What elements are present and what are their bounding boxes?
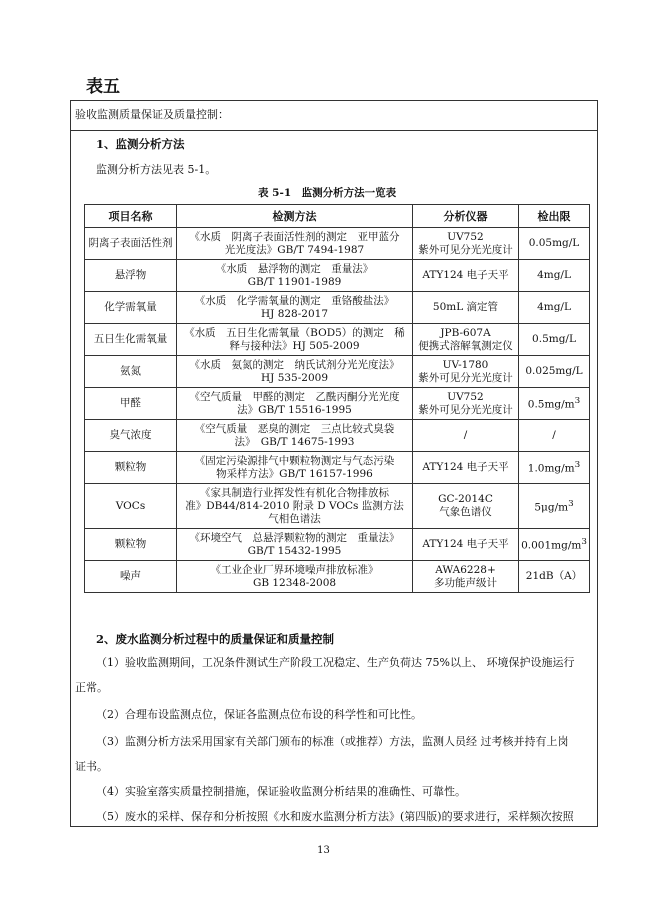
methods-table	[84, 204, 590, 593]
item-cell: 五日生化需氧量	[85, 324, 177, 356]
table-header-row	[85, 205, 590, 228]
paragraph-3-line-2: 证书。	[75, 760, 108, 773]
column-header: 分析仪器	[413, 205, 519, 228]
item-cell: 臭气浓度	[85, 420, 177, 452]
limit-cell: 4mg/L	[519, 260, 590, 292]
limit-cell: $0.5mg/m^3$	[519, 388, 590, 420]
method-cell: 《水质 化学需氧量的测定 重铬酸盐法》 HJ 828-2017	[177, 292, 413, 324]
page-heading: 表五	[86, 77, 120, 97]
item-cell: 颗粒物	[85, 529, 177, 561]
item-cell: 颗粒物	[85, 452, 177, 484]
instrument-cell: ATY124 电子天平	[413, 260, 519, 292]
subsection-title-2: 2、废水监测分析过程中的质量保证和质量控制	[96, 632, 334, 646]
table-row	[85, 529, 590, 561]
limit-cell: $5\mu g/m^3$	[519, 484, 590, 529]
method-cell: 《固定污染源排气中颗粒物测定与气态污染 物采样方法》GB/T 16157-1996	[177, 452, 413, 484]
instrument-cell: ATY124 电子天平	[413, 529, 519, 561]
paragraph-5: （5）废水的采样、保存和分析按照《水和废水监测分析方法》(第四版)的要求进行，采样频次按照	[96, 810, 574, 823]
limit-cell: 4mg/L	[519, 292, 590, 324]
paragraph-1-line-1: （1）验收监测期间，工况条件测试生产阶段工况稳定、生产负荷达 75%以上、 环境保护设施运行	[96, 656, 575, 669]
item-cell: 氨氮	[85, 356, 177, 388]
table-row	[85, 324, 590, 356]
item-cell: 甲醛	[85, 388, 177, 420]
page-number: 13	[317, 845, 330, 856]
table-row	[85, 228, 590, 260]
table-row	[85, 388, 590, 420]
table-row	[85, 260, 590, 292]
method-cell: 《水质 五日生化需氧量（BOD5）的测定 稀 释与接种法》HJ 505-2009	[177, 324, 413, 356]
method-cell: 《家具制造行业挥发性有机化合物排放标 准》DB44/814-2010 附录 D VOCs 监测方法 气相色谱法	[177, 484, 413, 529]
limit-cell: 21dB（A）	[519, 561, 590, 593]
subsection-title-1: 1、监测分析方法	[96, 137, 185, 151]
table-row	[85, 484, 590, 529]
method-cell: 《水质 阴离子表面活性剂的测定 亚甲蓝分 光光度法》GB/T 7494-1987	[177, 228, 413, 260]
instrument-cell: AWA6228+ 多功能声级计	[413, 561, 519, 593]
instrument-cell: 50mL 滴定管	[413, 292, 519, 324]
table-row	[85, 561, 590, 593]
limit-cell: /	[519, 420, 590, 452]
intro-text: 监测分析方法见表 5-1。	[96, 163, 217, 176]
instrument-cell: UV752 紫外可见分光光度计	[413, 388, 519, 420]
limit-cell: $1.0mg/m^3$	[519, 452, 590, 484]
limit-cell: $0.001mg/m^3$	[519, 529, 590, 561]
paragraph-4: （4）实验室落实质量控制措施，保证验收监测分析结果的准确性、可靠性。	[96, 785, 466, 798]
instrument-cell: JPB-607A 便携式溶解氧测定仪	[413, 324, 519, 356]
item-cell: 噪声	[85, 561, 177, 593]
instrument-cell: GC-2014C 气象色谱仪	[413, 484, 519, 529]
table-row	[85, 292, 590, 324]
method-cell: 《水质 悬浮物的测定 重量法》 GB/T 11901-1989	[177, 260, 413, 292]
method-cell: 《空气质量 恶臭的测定 三点比较式臭袋 法》 GB/T 14675-1993	[177, 420, 413, 452]
method-cell: 《环境空气 总悬浮颗粒物的测定 重量法》 GB/T 15432-1995	[177, 529, 413, 561]
paragraph-2: （2）合理布设监测点位，保证各监测点位布设的科学性和可比性。	[96, 708, 422, 721]
item-cell: 悬浮物	[85, 260, 177, 292]
item-cell: 化学需氧量	[85, 292, 177, 324]
limit-cell: 0.5mg/L	[519, 324, 590, 356]
limit-cell: 0.05mg/L	[519, 228, 590, 260]
table-row	[85, 420, 590, 452]
instrument-cell: ATY124 电子天平	[413, 452, 519, 484]
column-header: 检测方法	[177, 205, 413, 228]
paragraph-1-line-2: 正常。	[75, 681, 108, 694]
table-caption: 表 5-1 监测分析方法一览表	[258, 187, 397, 199]
instrument-cell: UV-1780 紫外可见分光光度计	[413, 356, 519, 388]
section-title: 验收监测质量保证及质量控制：	[75, 108, 229, 121]
column-header: 项目名称	[85, 205, 177, 228]
method-cell: 《工业企业厂界环境噪声排放标准》 GB 12348-2008	[177, 561, 413, 593]
limit-cell: 0.025mg/L	[519, 356, 590, 388]
instrument-cell: /	[413, 420, 519, 452]
item-cell: 阴离子表面活性剂	[85, 228, 177, 260]
paragraph-3-line-1: （3）监测分析方法采用国家有关部门颁布的标准（或推荐）方法，监测人员经 过考核并持有上岗	[96, 735, 569, 748]
instrument-cell: UV752 紫外可见分光光度计	[413, 228, 519, 260]
method-cell: 《水质 氨氮的测定 纳氏试剂分光光度法》 HJ 535-2009	[177, 356, 413, 388]
column-header: 检出限	[519, 205, 590, 228]
item-cell: VOCs	[85, 484, 177, 529]
table-row	[85, 356, 590, 388]
table-row	[85, 452, 590, 484]
method-cell: 《空气质量 甲醛的测定 乙酰丙酮分光光度 法》GB/T 15516-1995	[177, 388, 413, 420]
